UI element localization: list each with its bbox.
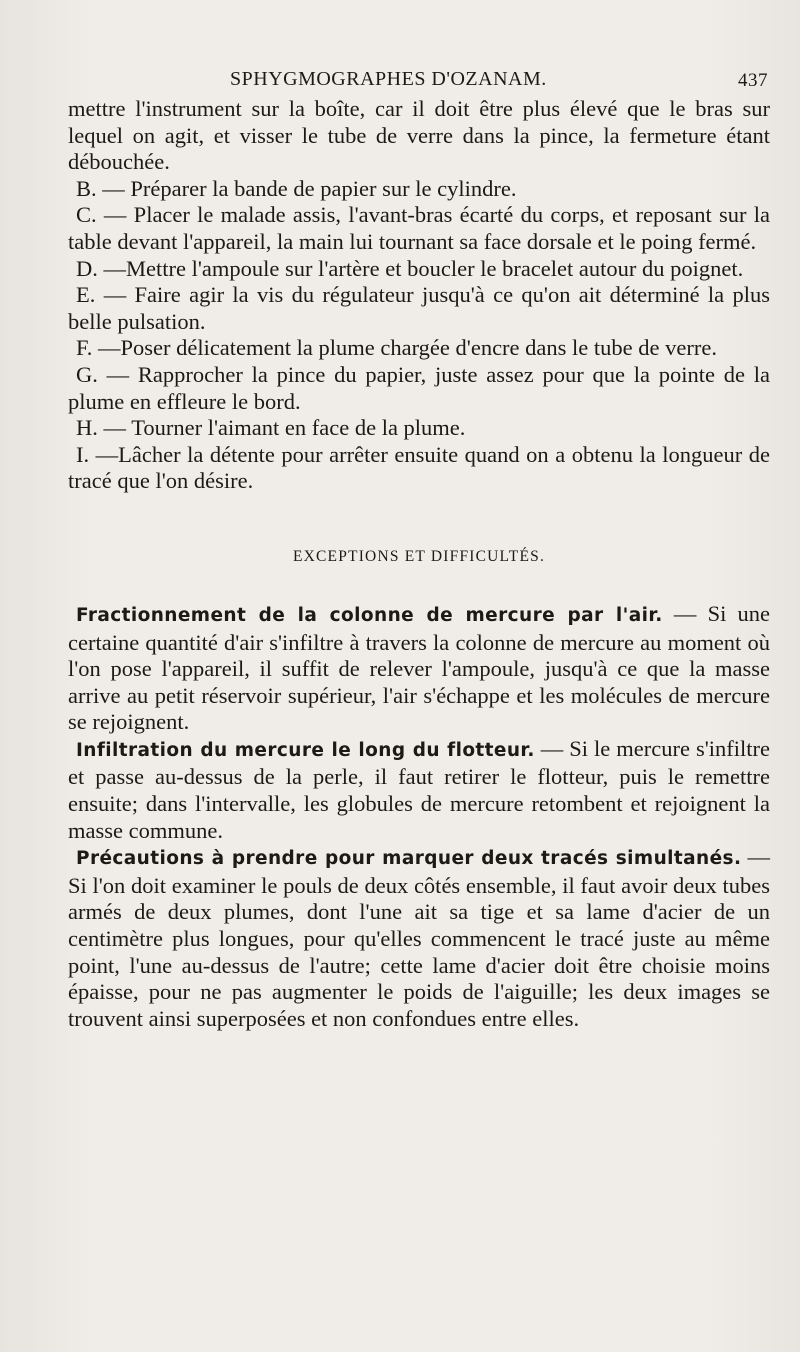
step-e: E. — Faire agir la vis du régulateur jusqu'à ce qu'on ait déterminé la plus belle pulsation. bbox=[68, 282, 770, 334]
section-title: EXCEPTIONS ET DIFFICULTÉS. bbox=[292, 547, 546, 565]
step-g: G. — Rapprocher la pince du papier, juste assez pour que la pointe de la plume en effleure le bord. bbox=[68, 361, 770, 414]
exception-text-traces: — Si l'on doit examiner le pouls de deux côtés ensemble, il faut avoir deux tubes armés de deux plumes, dont l'une ait sa tige et sa lame d'acier de un centimètre plus longues, pour qu'elles commencent le tracé juste au même point, l'une au-dessus de l'autre; cette lame d'acier doit être choisie moins épaisse, pour ne pas augmenter le poids de l'aiguille; les deux images se trouvent ainsi superposées et non confondues entre elles. bbox=[68, 844, 770, 1031]
exception-paragraph-traces bbox=[68, 844, 770, 1032]
running-header bbox=[68, 62, 770, 96]
step-f: F. —Poser délicatement la plume chargée d'encre dans le tube de verre. bbox=[76, 335, 717, 361]
exception-heading-air: Fractionnement de la colonne de mercure par l'air. bbox=[76, 604, 663, 626]
step-b: B. — Préparer la bande de papier sur le cylindre. bbox=[76, 175, 517, 201]
step-c: C. — Placer le malade assis, l'avant-bras écarté du corps, et reposant sur la table devant l'appareil, la main lui tournant sa face dorsale et le poing fermé. bbox=[68, 202, 770, 254]
step-d: D. —Mettre l'ampoule sur l'artère et boucler le bracelet autour du poignet. bbox=[76, 255, 744, 281]
body-text bbox=[68, 96, 770, 1032]
exception-text-flotteur: — Si le mercure s'infiltre et passe au-dessus de la perle, il faut retirer le flotteur, puis le remettre ensuite; dans l'intervalle, les globules de mercure retombent et rejoignent la masse commune. bbox=[68, 735, 770, 843]
exception-text-air: — Si une certaine quantité d'air s'infiltre à travers la colonne de mercure au moment où l'on pose l'appareil, il suffit de relever l'ampoule, jusqu'à ce que la masse arrive au petit réservoir supérieur, l'air s'échappe et les molécules de mercure se rejoignent. bbox=[68, 600, 771, 735]
exception-heading-flotteur: Infiltration du mercure le long du flotteur. bbox=[76, 739, 535, 761]
step-i: I. —Lâcher la détente pour arrêter ensuite quand on a obtenu la longueur de tracé que l'on désire. bbox=[68, 441, 770, 494]
page-number: 437 bbox=[738, 70, 768, 91]
exception-paragraph-air bbox=[68, 601, 770, 736]
intro-paragraph: mettre l'instrument sur la boîte, car il doit être plus élevé que le bras sur lequel on agit, et visser le tube de verre dans la pince, la fermeture étant débouchée. bbox=[68, 96, 770, 175]
step-h: H. — Tourner l'aimant en face de la plume. bbox=[76, 415, 466, 441]
running-title: SPHYGMOGRAPHES D'OZANAM. bbox=[230, 68, 547, 90]
exception-heading-traces: Précautions à prendre pour marquer deux tracés simultanés. bbox=[76, 848, 742, 870]
exception-paragraph-flotteur bbox=[68, 736, 770, 844]
